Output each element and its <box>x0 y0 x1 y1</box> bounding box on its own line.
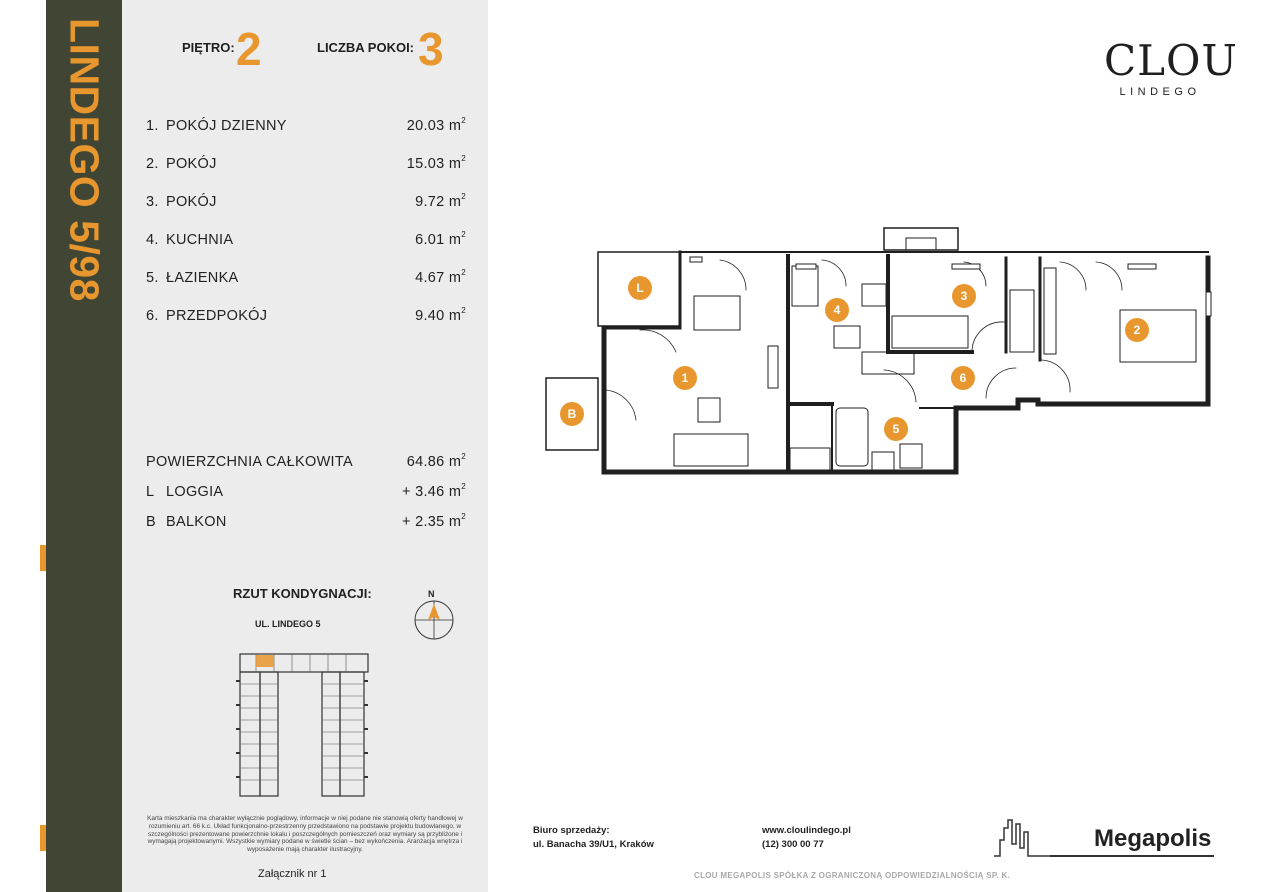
north-label: N <box>428 589 435 599</box>
logo-main: CLOU <box>1104 36 1238 85</box>
attachment-label: Załącznik nr 1 <box>258 868 327 880</box>
room-index: 6. <box>146 308 159 324</box>
disclaimer-text: Karta mieszkania ma charakter wyłącznie poglądowy, informacje w niej podane nie stanowią oferty handlowej w rozumieniu art. 66 k.c. Układ funkcjonalno-przestrzenny przedstawiono na podstawie projektu budowlanego, w szczególności prezentowane powierzchnie lokalu i poszczególnych pomieszczeń oraz wymiary są przybliżone i wymagają projektowanymi. Wszystkie wymiary podane w świetle ścian – bez wykończenia. Aranżacja wnętrza i wyposażenie mają charakter ilustracyjny. <box>147 815 463 854</box>
room-area: 9.72 $m^2$ <box>415 192 466 210</box>
room-index: 1. <box>146 118 159 134</box>
rooms-label: LICZBA POKOI: <box>317 40 415 55</box>
balcony-row <box>146 508 466 538</box>
room-area: 15.03 $m^2$ <box>406 154 466 172</box>
room-area: 20.03 $m^2$ <box>406 116 466 134</box>
sales-office-label: Biuro sprzedaży: <box>533 825 610 836</box>
total-area-label: POWIERZCHNIA CAŁKOWITA <box>146 454 353 470</box>
room-row <box>146 300 466 338</box>
developer-logo: Megapolis <box>1094 825 1212 852</box>
floor-value: 2 <box>236 23 262 75</box>
loggia-marker-label: L <box>636 281 644 295</box>
logo-sub: LINDEGO <box>1119 86 1201 98</box>
unit-code: LINDEGO 5/98 <box>61 18 108 302</box>
loggia-label: LOGGIA <box>166 484 224 500</box>
room-row <box>146 148 466 186</box>
room-6-label: 6 <box>959 371 967 385</box>
room-5-label: 5 <box>892 422 900 436</box>
area-summary <box>146 448 466 538</box>
room-name: ŁAZIENKA <box>166 270 239 286</box>
room-area: 9.40 $m^2$ <box>415 306 466 324</box>
room-name: POKÓJ <box>166 194 217 210</box>
room-row <box>146 224 466 262</box>
balcony-label: BALKON <box>166 514 227 530</box>
logo-underline <box>1050 855 1214 857</box>
room-2-label: 2 <box>1133 323 1141 337</box>
megapolis-skyline-icon <box>994 818 1094 858</box>
balcony-marker-label: B <box>567 407 577 421</box>
loggia-value: + 3.46 $m^2$ <box>401 482 466 500</box>
room-name: PRZEDPOKÓJ <box>166 308 268 324</box>
room-index: 4. <box>146 232 159 248</box>
room-index: 5. <box>146 270 159 286</box>
keyplan-title: RZUT KONDYGNACJI: <box>233 586 372 601</box>
room-4-label: 4 <box>833 303 841 317</box>
room-index: 3. <box>146 194 159 210</box>
room-name: POKÓJ DZIENNY <box>166 118 287 134</box>
rooms-value: 3 <box>418 23 444 75</box>
phone-number[interactable]: (12) 300 00 77 <box>762 839 824 850</box>
room-row <box>146 186 466 224</box>
company-name: CLOU MEGAPOLIS SPÓŁKA Z OGRANICZONĄ ODPOWIEDZIALNOŚCIĄ SP. K. <box>694 871 1011 880</box>
total-area-row <box>146 448 466 478</box>
balcony-key: B <box>146 514 156 530</box>
floor-label: PIĘTRO: <box>182 40 235 55</box>
loggia-row <box>146 478 466 508</box>
sales-office-address: ul. Banacha 39/U1, Kraków <box>533 839 654 850</box>
apartment-floorplan <box>540 222 1230 484</box>
room-list <box>146 110 466 338</box>
keyplan-street: UL. LINDEGO 5 <box>255 619 321 629</box>
room-name: KUCHNIA <box>166 232 234 248</box>
room-row <box>146 110 466 148</box>
compass-icon <box>412 598 456 642</box>
total-area-value: 64.86 $m^2$ <box>406 452 466 470</box>
room-index: 2. <box>146 156 159 172</box>
room-name: POKÓJ <box>166 156 217 172</box>
clou-logo <box>1104 36 1238 98</box>
website-link[interactable]: www.cloulindego.pl <box>762 825 851 836</box>
balcony-value: + 2.35 $m^2$ <box>401 512 466 530</box>
loggia-key: L <box>146 484 155 500</box>
building-keyplan <box>236 650 372 800</box>
room-area: 6.01 $m^2$ <box>415 230 466 248</box>
room-row <box>146 262 466 300</box>
room-area: 4.67 $m^2$ <box>415 268 466 286</box>
room-1-label: 1 <box>681 371 689 385</box>
room-3-label: 3 <box>960 289 968 303</box>
